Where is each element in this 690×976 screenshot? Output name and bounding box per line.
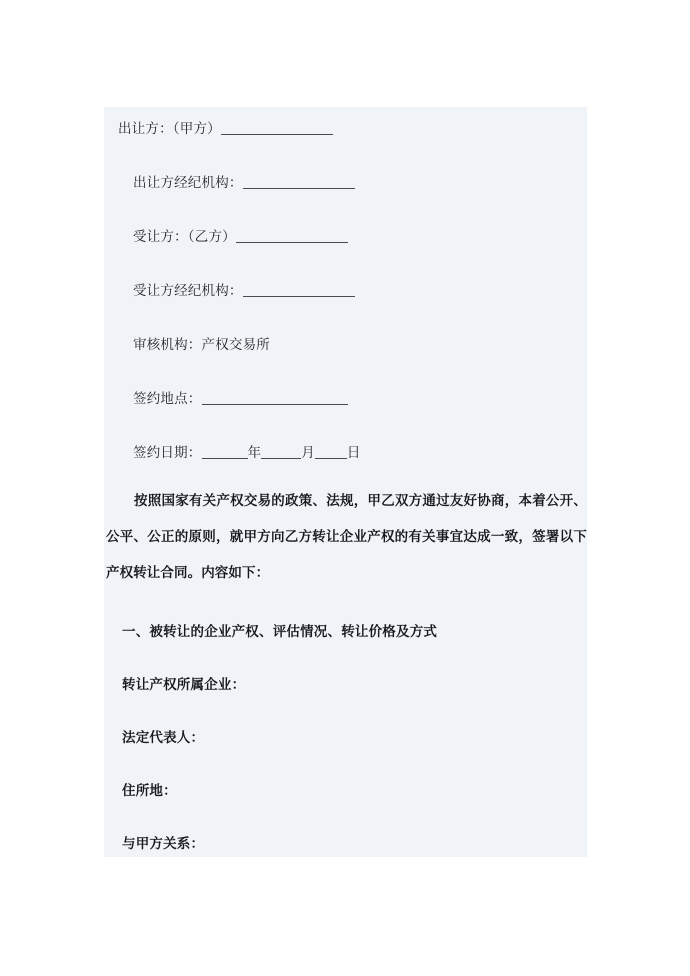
field-blank-day[interactable] [315, 458, 347, 459]
field-blank-transferor[interactable] [221, 134, 333, 135]
field-label-transferor-broker: 出让方经纪机构： [133, 175, 243, 190]
field-row-transferee-broker [133, 279, 355, 299]
field-row-review-agency [133, 333, 270, 353]
document-content-block [104, 107, 587, 857]
field-label-signing-place: 签约地点： [133, 391, 202, 406]
field-blank-transferee-broker[interactable] [243, 296, 355, 297]
field-blank-signing-place[interactable] [202, 404, 348, 405]
field-label-signing-date: 签约日期： [133, 445, 202, 460]
field-label-relation-to-party-a: 与甲方关系： [122, 836, 205, 851]
date-unit-month: 月 [301, 445, 315, 460]
field-blank-transferee[interactable] [236, 242, 348, 243]
field-blank-year[interactable] [202, 458, 248, 459]
field-label-transferee: 受让方：（乙方） [133, 229, 236, 244]
date-unit-year: 年 [247, 445, 262, 460]
field-label-transferor: 出让方：（甲方） [118, 121, 221, 136]
field-blank-transferor-broker[interactable] [243, 188, 355, 189]
field-label-owning-enterprise: 转让产权所属企业： [122, 677, 246, 692]
field-blank-month[interactable] [261, 458, 301, 459]
section-heading-one: 一、被转让的企业产权、评估情况、转让价格及方式 [122, 624, 438, 639]
field-label-legal-representative: 法定代表人： [122, 730, 205, 745]
date-unit-day: 日 [346, 445, 361, 460]
field-row-signing-place [133, 387, 348, 407]
field-row-transferor [118, 117, 333, 137]
field-row-transferee [133, 225, 348, 245]
field-label-transferee-broker: 受让方经纪机构： [133, 283, 243, 298]
field-row-transferor-broker [133, 171, 355, 191]
field-row-signing-date [133, 441, 361, 461]
field-label-domicile: 住所地： [122, 783, 177, 798]
field-label-review-agency: 审核机构：产权交易所 [133, 337, 270, 352]
intro-paragraph: 按照国家有关产权交易的政策、法规，甲乙双方通过友好协商，本着公开、公平、公正的原则，就甲方向乙方转让企业产权的有关事宜达成一致，签署以下产权转让合同。内容如下： [106, 493, 587, 580]
